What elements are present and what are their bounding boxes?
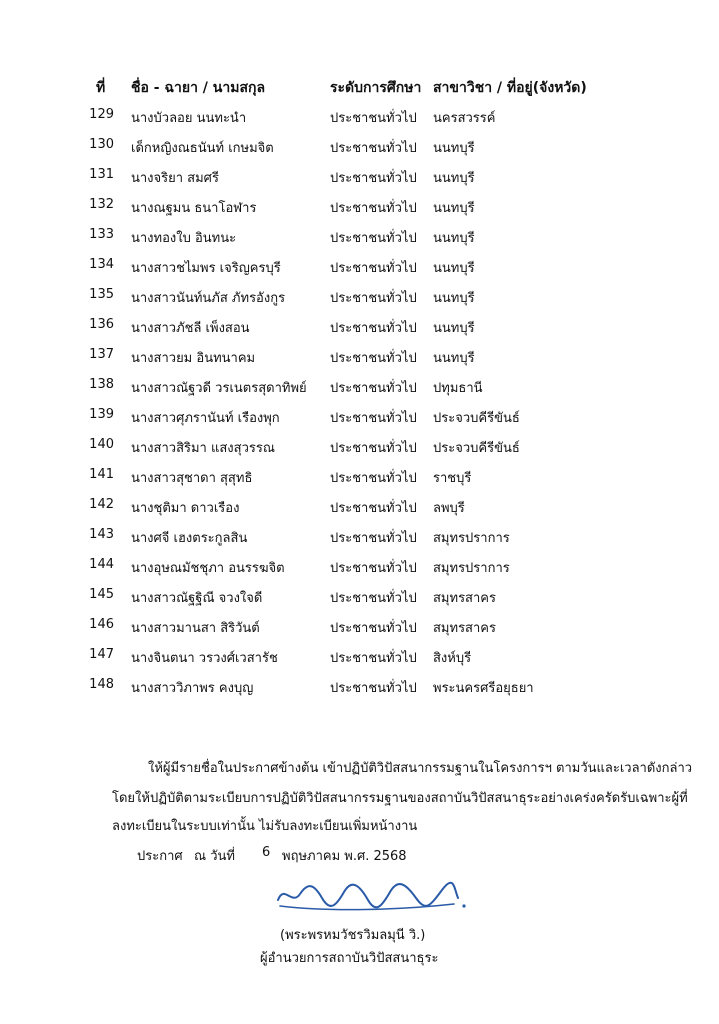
row-level: ประชาชนทั่วไป <box>330 621 417 636</box>
header-name: ชื่อ - ฉายา / นามสกุล <box>131 80 266 96</box>
row-name: นางสาวสิริมา แสงสุวรรณ <box>131 441 275 456</box>
row-name: เด็กหญิงณธนันท์ เกษมจิต <box>131 141 274 156</box>
table-row <box>0 227 719 257</box>
row-level: ประชาชนทั่วไป <box>330 201 417 216</box>
row-num: 144 <box>89 557 114 572</box>
row-name: นางชุติมา ดาวเรือง <box>131 501 240 516</box>
row-level: ประชาชนทั่วไป <box>330 531 417 546</box>
row-name: นางสาวมานสา สิริวันต์ <box>131 621 260 636</box>
row-level: ประชาชนทั่วไป <box>330 141 417 156</box>
signatory-name: (พระพรหมวัชรวิมลมุนี วิ.) <box>280 928 426 943</box>
table-row <box>0 617 719 647</box>
row-level: ประชาชนทั่วไป <box>330 381 417 396</box>
row-province: สมุทรสาคร <box>433 621 496 636</box>
row-name: นางสาวชไมพร เจริญครบุรี <box>131 261 281 276</box>
row-name: นางสาวภัชลี เพ็งสอน <box>131 321 250 336</box>
signature-dot <box>462 904 465 907</box>
row-province: สิงห์บุรี <box>433 651 472 666</box>
table-row <box>0 407 719 437</box>
table-row <box>0 107 719 137</box>
row-level: ประชาชนทั่วไป <box>330 471 417 486</box>
row-name: นางบัวลอย นนทะนำ <box>131 111 247 126</box>
row-name: นางศจี เฮงตระกูลสิน <box>131 531 248 546</box>
row-level: ประชาชนทั่วไป <box>330 321 417 336</box>
row-name: นางสาวยม อินทนาคม <box>131 351 256 366</box>
body-line-2: โดยให้ปฏิบัติตามระเบียบการปฏิบัติวิปัสสนากรรมฐานของสถาบันวิปัสสนาธุระอย่างเคร่งครัดรับเฉพาะผู้ที่ <box>112 791 688 806</box>
table-row <box>0 167 719 197</box>
row-level: ประชาชนทั่วไป <box>330 111 417 126</box>
table-row <box>0 587 719 617</box>
row-level: ประชาชนทั่วไป <box>330 411 417 426</box>
row-num: 142 <box>89 497 114 512</box>
row-num: 129 <box>89 107 114 122</box>
row-name: นางสาวณัฐฐิณี จวงใจดี <box>131 591 263 606</box>
row-num: 147 <box>89 647 114 662</box>
row-level: ประชาชนทั่วไป <box>330 231 417 246</box>
table-row <box>0 347 719 377</box>
row-level: ประชาชนทั่วไป <box>330 561 417 576</box>
row-province: พระนครศรีอยุธยา <box>433 681 534 696</box>
table-row <box>0 257 719 287</box>
row-name: นางสาววิภาพร คงบุญ <box>131 681 254 696</box>
table-row <box>0 197 719 227</box>
row-num: 140 <box>89 437 114 452</box>
row-province: นนทบุรี <box>433 321 475 336</box>
body-line-3: ลงทะเบียนในระบบเท่านั้น ไม่รับลงทะเบียนเพิ่มหน้างาน <box>112 819 418 834</box>
table-row <box>0 527 719 557</box>
table-row <box>0 317 719 347</box>
body-line-1: ให้ผู้มีรายชื่อในประกาศข้างต้น เข้าปฏิบัติวิปัสสนากรรมฐานในโครงการฯ ตามวันและเวลาดังกล่าว <box>148 761 693 776</box>
announce-on: ณ วันที่ <box>194 849 235 864</box>
row-num: 145 <box>89 587 114 602</box>
row-num: 131 <box>89 167 114 182</box>
row-num: 130 <box>89 137 114 152</box>
row-province: สมุทรปราการ <box>433 561 510 576</box>
signature-image <box>270 876 470 916</box>
table-row <box>0 557 719 587</box>
row-level: ประชาชนทั่วไป <box>330 351 417 366</box>
announce-day: 6 <box>262 845 271 860</box>
row-province: นนทบุรี <box>433 351 475 366</box>
table-row <box>0 377 719 407</box>
announce-month-year: พฤษภาคม พ.ศ. 2568 <box>282 849 407 864</box>
row-num: 139 <box>89 407 114 422</box>
row-province: นนทบุรี <box>433 291 475 306</box>
table-row <box>0 437 719 467</box>
row-level: ประชาชนทั่วไป <box>330 441 417 456</box>
table-row <box>0 467 719 497</box>
row-province: ประจวบคีรีขันธ์ <box>433 441 520 456</box>
row-num: 134 <box>89 257 114 272</box>
row-level: ประชาชนทั่วไป <box>330 501 417 516</box>
row-level: ประชาชนทั่วไป <box>330 681 417 696</box>
row-level: ประชาชนทั่วไป <box>330 291 417 306</box>
row-num: 133 <box>89 227 114 242</box>
row-num: 138 <box>89 377 114 392</box>
row-level: ประชาชนทั่วไป <box>330 591 417 606</box>
row-level: ประชาชนทั่วไป <box>330 171 417 186</box>
table-row <box>0 137 719 167</box>
row-level: ประชาชนทั่วไป <box>330 651 417 666</box>
signatory-title: ผู้อำนวยการสถาบันวิปัสสนาธุระ <box>260 951 439 966</box>
row-name: นางสาวสุชาดา สุสุทธิ <box>131 471 253 486</box>
row-name: นางอุษณมัชชุภา อนรรฆจิต <box>131 561 285 576</box>
row-num: 137 <box>89 347 114 362</box>
row-num: 148 <box>89 677 114 692</box>
row-name: นางทองใบ อินทนะ <box>131 231 237 246</box>
signature-stroke <box>278 883 458 908</box>
row-name: นางสาวนันท์นภัส ภัทรอังกูร <box>131 291 286 306</box>
table-row <box>0 287 719 317</box>
table-row <box>0 677 719 707</box>
row-num: 143 <box>89 527 114 542</box>
row-province: ปทุมธานี <box>433 381 483 396</box>
announce-label: ประกาศ <box>137 849 183 864</box>
row-province: สมุทรสาคร <box>433 591 496 606</box>
table-row <box>0 647 719 677</box>
row-province: ลพบุรี <box>433 501 465 516</box>
row-num: 146 <box>89 617 114 632</box>
row-province: ประจวบคีรีขันธ์ <box>433 411 520 426</box>
row-name: นางสาวณัฐวดี วรเนตรสุดาทิพย์ <box>131 381 307 396</box>
header-province: สาขาวิชา / ที่อยู่(จังหวัด) <box>433 80 587 96</box>
row-province: สมุทรปราการ <box>433 531 510 546</box>
row-province: นนทบุรี <box>433 261 475 276</box>
row-province: นนทบุรี <box>433 141 475 156</box>
row-province: ราชบุรี <box>433 471 472 486</box>
row-num: 136 <box>89 317 114 332</box>
row-name: นางจินตนา วรวงศ์เวสารัช <box>131 651 278 666</box>
row-province: นครสวรรค์ <box>433 111 496 126</box>
row-province: นนทบุรี <box>433 231 475 246</box>
header-level: ระดับการศึกษา <box>330 80 422 96</box>
row-province: นนทบุรี <box>433 201 475 216</box>
row-province: นนทบุรี <box>433 171 475 186</box>
table-row <box>0 497 719 527</box>
row-num: 132 <box>89 197 114 212</box>
row-num: 135 <box>89 287 114 302</box>
header-num: ที่ <box>96 80 106 96</box>
row-level: ประชาชนทั่วไป <box>330 261 417 276</box>
row-num: 141 <box>89 467 114 482</box>
row-name: นางสาวศุภรานันท์ เรืองพุก <box>131 411 280 426</box>
row-name: นางจริยา สมศรี <box>131 171 219 186</box>
row-name: นางณฐมน ธนาโอฬาร <box>131 201 257 216</box>
